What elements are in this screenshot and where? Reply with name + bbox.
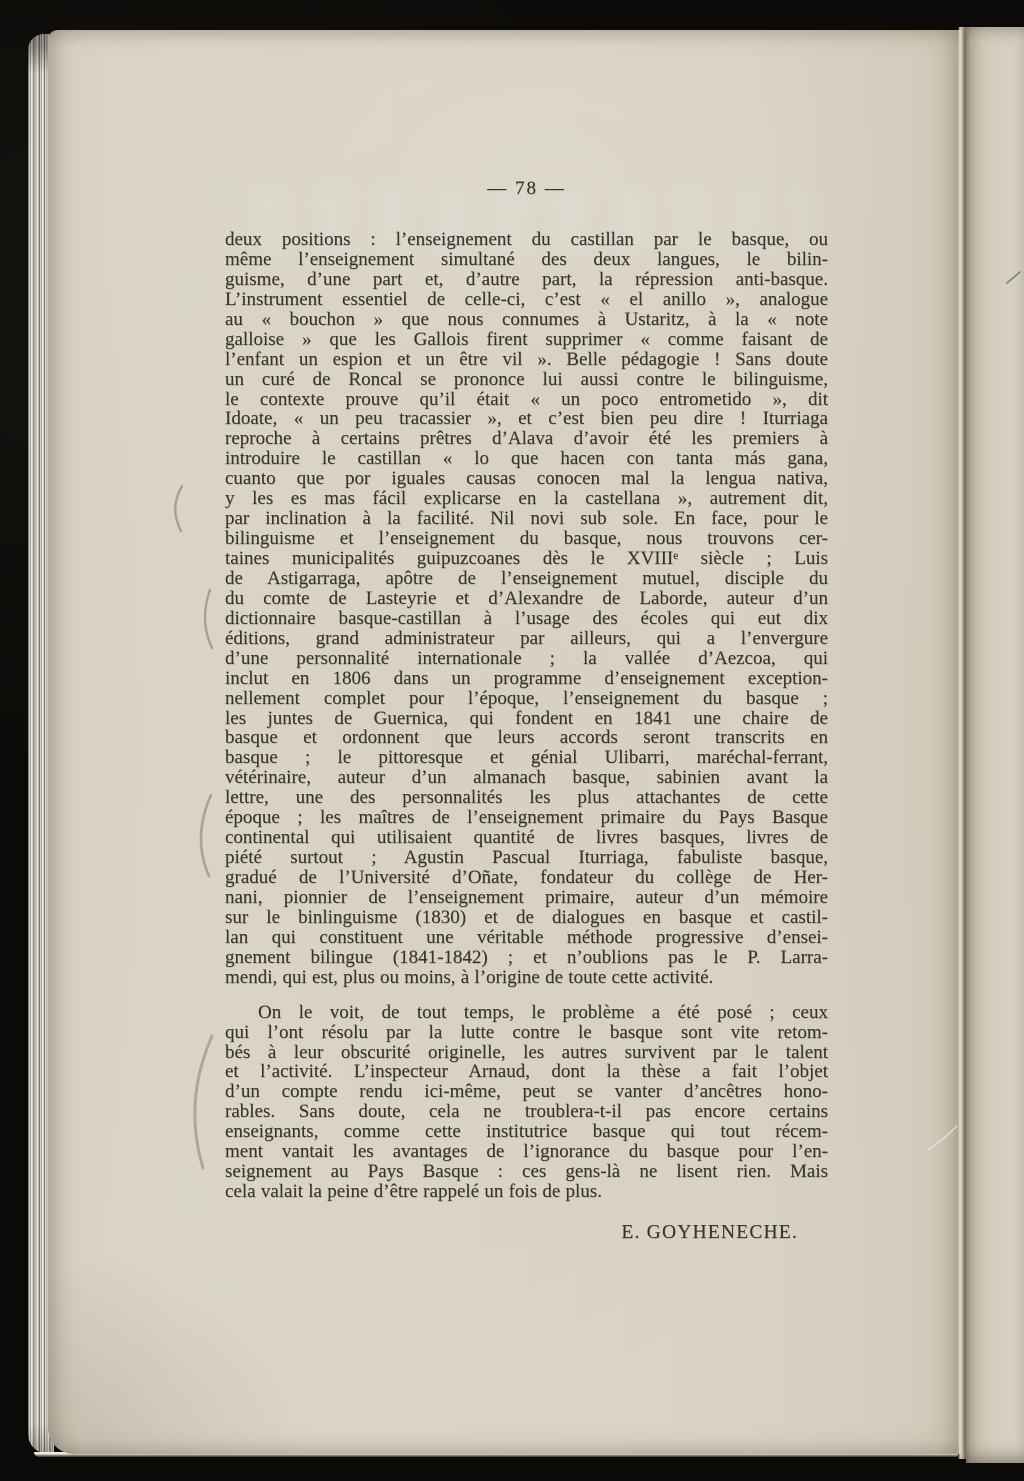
text-line: L’instrument essentiel de celle-ci, c’est « el anillo », analogue [225,288,828,310]
text-line: enseignants, comme cette institutrice basque qui tout récem- [225,1121,828,1143]
text-line: les juntes de Guernica, qui fondent en 1841 une chaire de [225,707,828,729]
text-line: seignement au Pays Basque : ces gens-là ne lisent rien. Mais [225,1161,828,1183]
text-line: y les es mas fácil explicarse en la castellana », autrement dit, [225,488,828,510]
text-line: par inclination à la facilité. Nil novi sub sole. En face, pour le [225,508,828,530]
text-line: éditions, grand administrateur par ailleurs, qui a l’envergure [225,627,828,649]
text-line: reproche à certains prêtres d’Alava d’avoir été les premiers à [225,428,828,450]
text-line: lettre, une des personnalités les plus attachantes de cette [225,787,828,809]
text-line: d’un compte rendu ici-même, peut se vanter d’ancêtres hono- [225,1081,828,1103]
text-line: mendi, qui est, plus ou moins, à l’origine de toute cette activité. [225,966,714,988]
text-line: du comte de Lasteyrie et d’Alexandre de Laborde, auteur d’un [225,587,828,609]
text-line: inclut en 1806 dans un programme d’enseignement exception- [225,667,828,689]
text-line: d’une personnalité internationale ; la vallée d’Aezcoa, qui [225,647,828,669]
text-line: cela valait la peine d’être rappelé un fois de plus. [225,1181,602,1203]
text-line: deux positions : l’enseignement du castillan par le basque, ou [225,229,828,250]
text-line: ment vantait les avantages de l’ignorance du basque pour l’en- [225,1141,828,1163]
facing-page-sliver [966,27,1024,1463]
text-line: dictionnaire basque-castillan à l’usage des écoles qui eut dix [225,607,828,629]
text-line: piété surtout ; Agustin Pascual Iturriaga, fabuliste basque, [225,847,828,869]
text-line: basque ; le pittoresque et génial Ulibarri, maréchal-ferrant, [225,747,828,769]
text-line: le contexte prouve qu’il était « un poco entrometido », dit [225,388,828,410]
book-page [48,30,962,1454]
text-line: époque ; les maîtres de l’enseignement primaire du Pays Basque [225,807,828,829]
text-line: Idoate, « un peu tracassier », et c’est bien peu dire ! Iturriaga [225,408,828,430]
text-line: On le voit, de tout temps, le problème a été posé ; ceux [258,1001,828,1023]
text-line: et l’activité. L’inspecteur Arnaud, dont la thèse a fait l’objet [225,1061,828,1083]
text-line: de Astigarraga, apôtre de l’enseignement mutuel, disciple du [225,567,828,589]
author-signature: E. GOYHENECHE. [621,1222,798,1243]
text-line: galloise » que les Gallois firent supprimer « comme faisant de [225,328,828,350]
text-line: basque et ordonnent que leurs accords seront transcrits en [225,727,828,749]
paragraph [225,229,828,987]
text-line: qui l’ont résolu par la lutte contre le basque sont vite retom- [225,1021,828,1043]
text-line: introduire le castillan « lo que hacen con tanta más gana, [225,448,828,470]
text-line: bés à leur obscurité originelle, les autres survivent par le talent [225,1041,828,1063]
text-line: gnement bilingue (1841-1842) ; et n’oublions pas le P. Larra- [225,946,828,968]
text-line: bilinguisme et l’enseignement du basque, nous trouvons cer- [225,528,828,550]
text-line: continental qui utilisaient quantité de livres basques, livres de [225,827,828,849]
text-line: gradué de l’Université d’Oñate, fondateur du collège de Her- [225,867,828,888]
text-line: vétérinaire, auteur d’un almanach basque, sabinien avant la [225,767,828,789]
text-line: l’enfant un espion et un être vil ». Belle pédagogie ! Sans doute [225,348,828,370]
text-line: lan qui constituent une véritable méthode progressive d’ensei- [225,926,828,948]
text-column [225,178,828,1244]
text-line: rables. Sans doute, cela ne troublera-t-il pas encore certains [225,1101,828,1123]
text-line: au « bouchon » que nous connumes à Ustaritz, à la « note [225,308,828,330]
text-line: cuanto que por iguales causas conocen mal la lengua nativa, [225,468,828,490]
text-line: un curé de Roncal se prononce lui aussi contre le bilinguisme, [225,368,828,390]
text-line: sur le binlinguisme (1830) et de dialogues en basque et castil- [225,906,828,928]
paragraph [225,1002,828,1201]
text-line: taines municipalités guipuzcoanes dès le XVIIIᵉ siècle ; Luis [225,548,828,569]
body-text [225,229,828,1201]
text-line: nani, pionnier de l’enseignement primaire, auteur d’un mémoire [225,886,828,908]
text-line: guisme, d’une part et, d’autre part, la répression anti-basque. [225,268,828,290]
text-line: même l’enseignement simultané des deux langues, le bilin- [225,248,828,270]
text-line: nellement complet pour l’époque, l’enseignement du basque ; [225,687,828,709]
page-number: — 78 — [487,178,566,199]
